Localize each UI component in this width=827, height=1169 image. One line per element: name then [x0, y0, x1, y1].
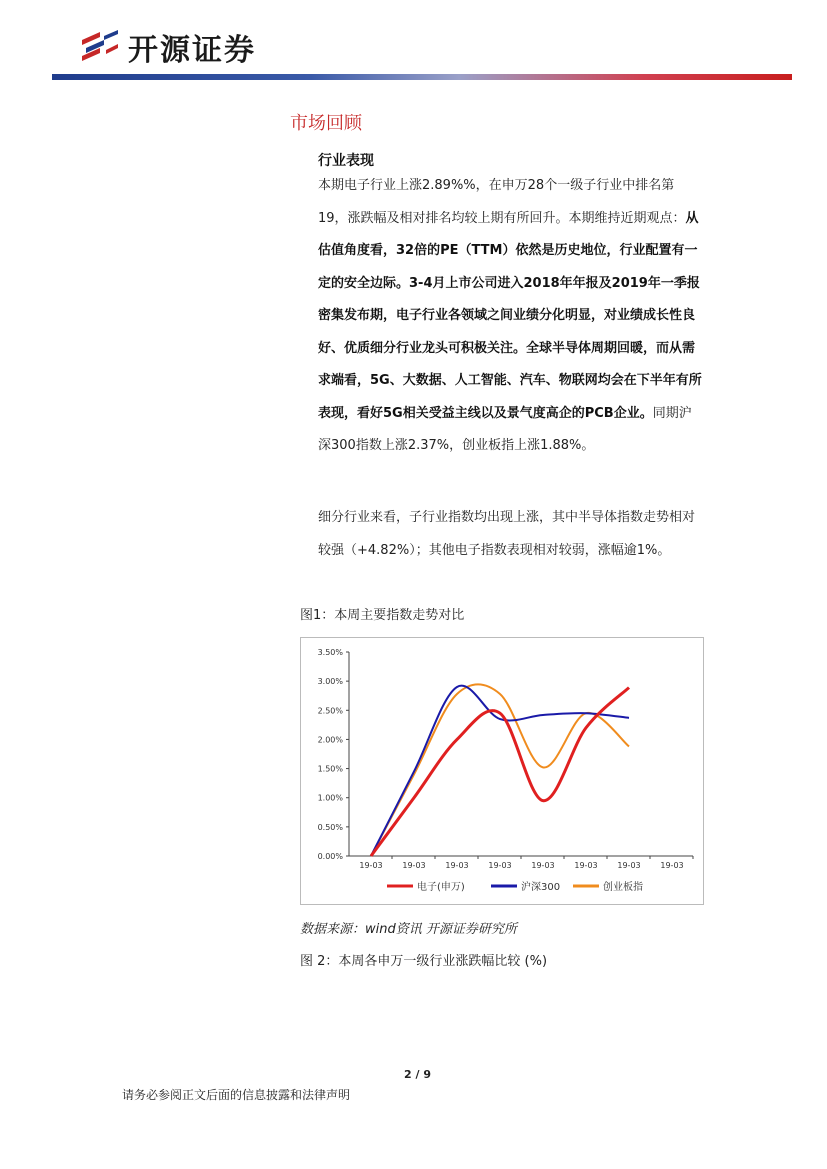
header-gradient-bar — [52, 74, 792, 80]
para1-text-end: 同期沪深300指数上涨2.37%，创业板指上涨1.88%。 — [318, 405, 692, 453]
kaiyuan-logo-icon — [78, 26, 122, 68]
y-tick-label: 1.00% — [317, 793, 343, 803]
page-number: 2 / 9 — [404, 1068, 431, 1081]
x-tick-label: 19-03 — [445, 861, 469, 870]
y-tick-label: 3.00% — [317, 677, 343, 687]
y-tick-label: 2.50% — [317, 706, 343, 716]
company-logo — [78, 26, 256, 68]
section-title: 市场回顾 — [290, 113, 362, 134]
paragraph-sub-industry: 细分行业来看，子行业指数均出现上涨，其中半导体指数走势相对较强（+4.82%）；其他电子指数表现相对较弱，涨幅逾1%。 — [318, 510, 696, 558]
x-tick-label: 19-03 — [402, 861, 426, 870]
x-tick-label: 19-03 — [574, 861, 598, 870]
x-tick-label: 19-03 — [617, 861, 641, 870]
x-tick-label: 19-03 — [488, 861, 512, 870]
para1-bold-text: 从估值角度看，32倍的PE（TTM）依然是历史地位，行业配置有一定的安全边际。3-4月上市公司进入2018年年报及2019年一季报密集发布期，电子行业各领域之间业绩分化明显，对业绩成长性良好、优质细分行业龙头可积极关注。全球半导体周期回暖，而从需求端看，5G、大数据、人工智能、汽车、物联网均会在下半年有所表现，看好5G相关受益主线以及景气度高企的PCB企业。 — [318, 210, 702, 421]
y-tick-label: 2.00% — [317, 735, 343, 745]
footer-disclaimer: 请务必参阅正文后面的信息披露和法律声明 — [122, 1088, 351, 1102]
para1-text-start: 本期电子行业上涨2.89%%，在申万28个一级子行业中排名第19，涨跌幅及相对排名均较上期有所回升。本期维持近期观点： — [318, 178, 686, 226]
y-tick-label: 0.50% — [317, 822, 343, 832]
data-source-note: 数据来源：wind资讯 开源证券研究所 — [300, 922, 517, 937]
x-tick-label: 19-03 — [660, 861, 684, 870]
figure2-caption: 图 2：本周各申万一级行业涨跌幅比较 (%) — [300, 954, 548, 969]
series-line-3 — [371, 684, 629, 856]
y-tick-label: 1.50% — [317, 764, 343, 774]
legend-label-1: 电子(申万) — [417, 882, 465, 893]
paragraph-industry-performance — [318, 170, 703, 463]
legend-label-3: 创业板指 — [603, 882, 643, 893]
sub-title: 行业表现 — [318, 153, 374, 169]
x-tick-label: 19-03 — [531, 861, 555, 870]
x-tick-label: 19-03 — [359, 861, 383, 870]
y-tick-label: 3.50% — [317, 648, 343, 657]
logo-text: 开源证券 — [128, 33, 256, 68]
y-tick-label: 0.00% — [317, 852, 343, 861]
index-trend-chart — [300, 637, 704, 905]
series-line-2 — [371, 686, 629, 856]
line-chart-svg — [301, 638, 703, 904]
legend-label-2: 沪深300 — [521, 882, 561, 893]
figure1-caption: 图1：本周主要指数走势对比 — [300, 608, 465, 623]
